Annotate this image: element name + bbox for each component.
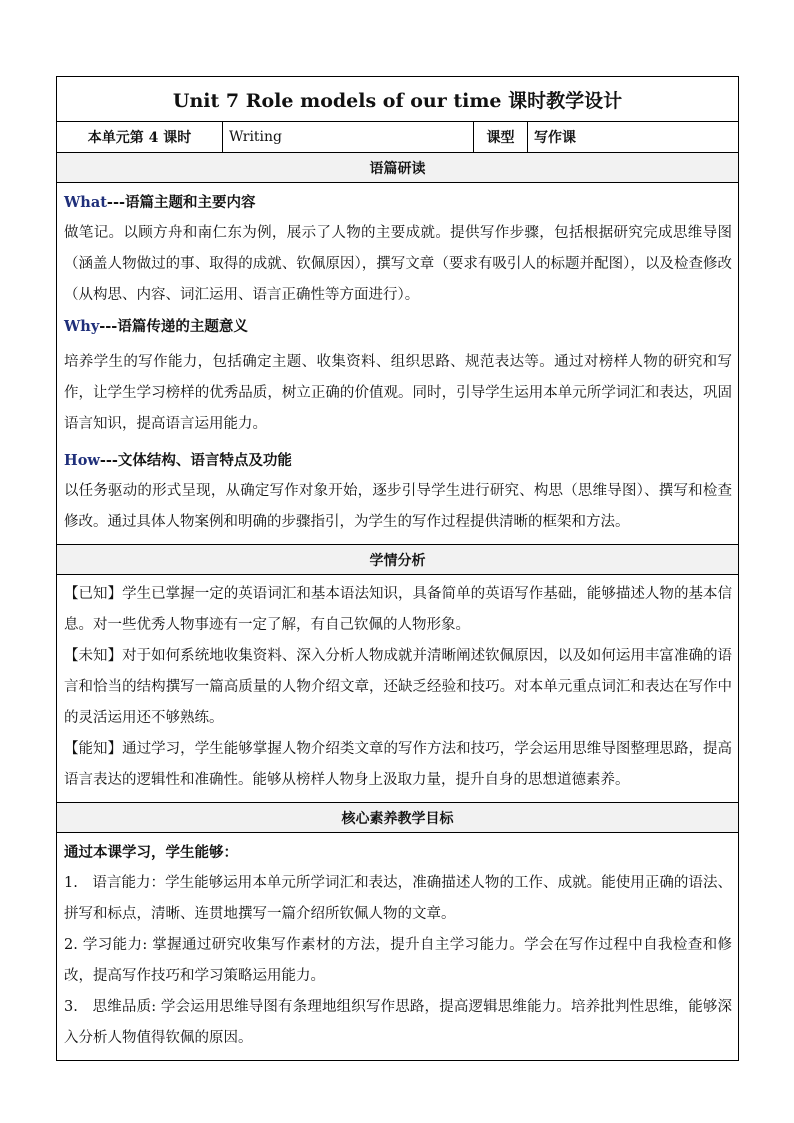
why-subheading [64,311,732,342]
lesson-plan-table [56,76,739,1061]
why-title: ---语篇传递的主题意义 [99,318,248,335]
how-body: 以任务驱动的形式呈现，从确定写作对象开始，逐步引导学生进行研究、构思（思维导图）、撰写和检查修改。通过具体人物案例和明确的步骤指引，为学生的写作过程提供清晰的框架和方法。 [64,483,733,530]
teaching-goals-content [57,833,739,1061]
goal-thinking-quality: 3. 思维品质: 学会运用思维导图有条理地组织写作思路，提高逻辑思维能力。培养批判性思维，能够深入分析人物值得钦佩的原因。 [64,999,733,1046]
lesson-number-label: 本单元第 4 课时 [57,122,223,153]
reading-analysis-content [57,183,739,545]
why-keyword: Why [64,318,100,335]
able-paragraph: 【能知】通过学习，学生能够掌握人物介绍类文章的写作方法和技巧，学会运用思维导图整理思路，提高语言表达的逻辑性和准确性。能够从榜样人物身上汲取力量，提升自身的思想道德素养。 [64,741,733,788]
lesson-type-label: 课型 [474,122,528,153]
lesson-type-value: 写作课 [528,122,739,153]
known-paragraph: 【已知】学生已掌握一定的英语词汇和基本语法知识，具备简单的英语写作基础，能够描述人物的基本信息。对一些优秀人物事迹有一定了解，有自己钦佩的人物形象。 [64,586,733,633]
page-title: Unit 7 Role models of our time 课时教学设计 [57,77,739,122]
goal-language-ability: 1. 语言能力：学生能够运用本单元所学词汇和表达，准确描述人物的工作、成就。能使用正确的语法、拼写和标点，清晰、连贯地撰写一篇介绍所钦佩人物的文章。 [64,875,733,922]
why-body: 培养学生的写作能力，包括确定主题、收集资料、组织思路、规范表达等。通过对榜样人物的研究和写作，让学生学习榜样的优秀品质，树立正确的价值观。同时，引导学生运用本单元所学词汇和表达，巩固语言知识，提高语言运用能力。 [64,354,733,432]
section-heading-reading: 语篇研读 [57,153,739,183]
what-body: 做笔记。以顾方舟和南仁东为例，展示了人物的主要成就。提供写作步骤，包括根据研究完成思维导图（涵盖人物做过的事、取得的成就、钦佩原因），撰写文章（要求有吸引人的标题并配图），以及检查修改（从构思、内容、词汇运用、语言正确性等方面进行）。 [64,225,733,303]
what-subheading [64,187,732,218]
what-title: ---语篇主题和主要内容 [106,194,256,211]
how-subheading [64,445,732,476]
what-keyword: What [64,194,107,211]
section-heading-analysis: 学情分析 [57,545,739,575]
lesson-topic-value: Writing [223,122,474,153]
how-keyword: How [64,452,100,469]
goals-intro: 通过本课学习，学生能够： [64,844,238,861]
lesson-plan-document [56,76,738,1061]
unknown-paragraph: 【未知】对于如何系统地收集资料、深入分析人物成就并清晰阐述钦佩原因，以及如何运用丰富准确的语言和恰当的结构撰写一篇高质量的人物介绍文章，还缺乏经验和技巧。对本单元重点词汇和表达在写作中的灵活运用还不够熟练。 [64,648,733,726]
student-analysis-content [57,575,739,803]
how-title: ---文体结构、语言特点及功能 [99,452,292,469]
section-heading-goals: 核心素养教学目标 [57,803,739,833]
goal-learning-ability: 2. 学习能力: 掌握通过研究收集写作素材的方法，提升自主学习能力。学会在写作过程中自我检查和修改，提高写作技巧和学习策略运用能力。 [64,937,733,984]
